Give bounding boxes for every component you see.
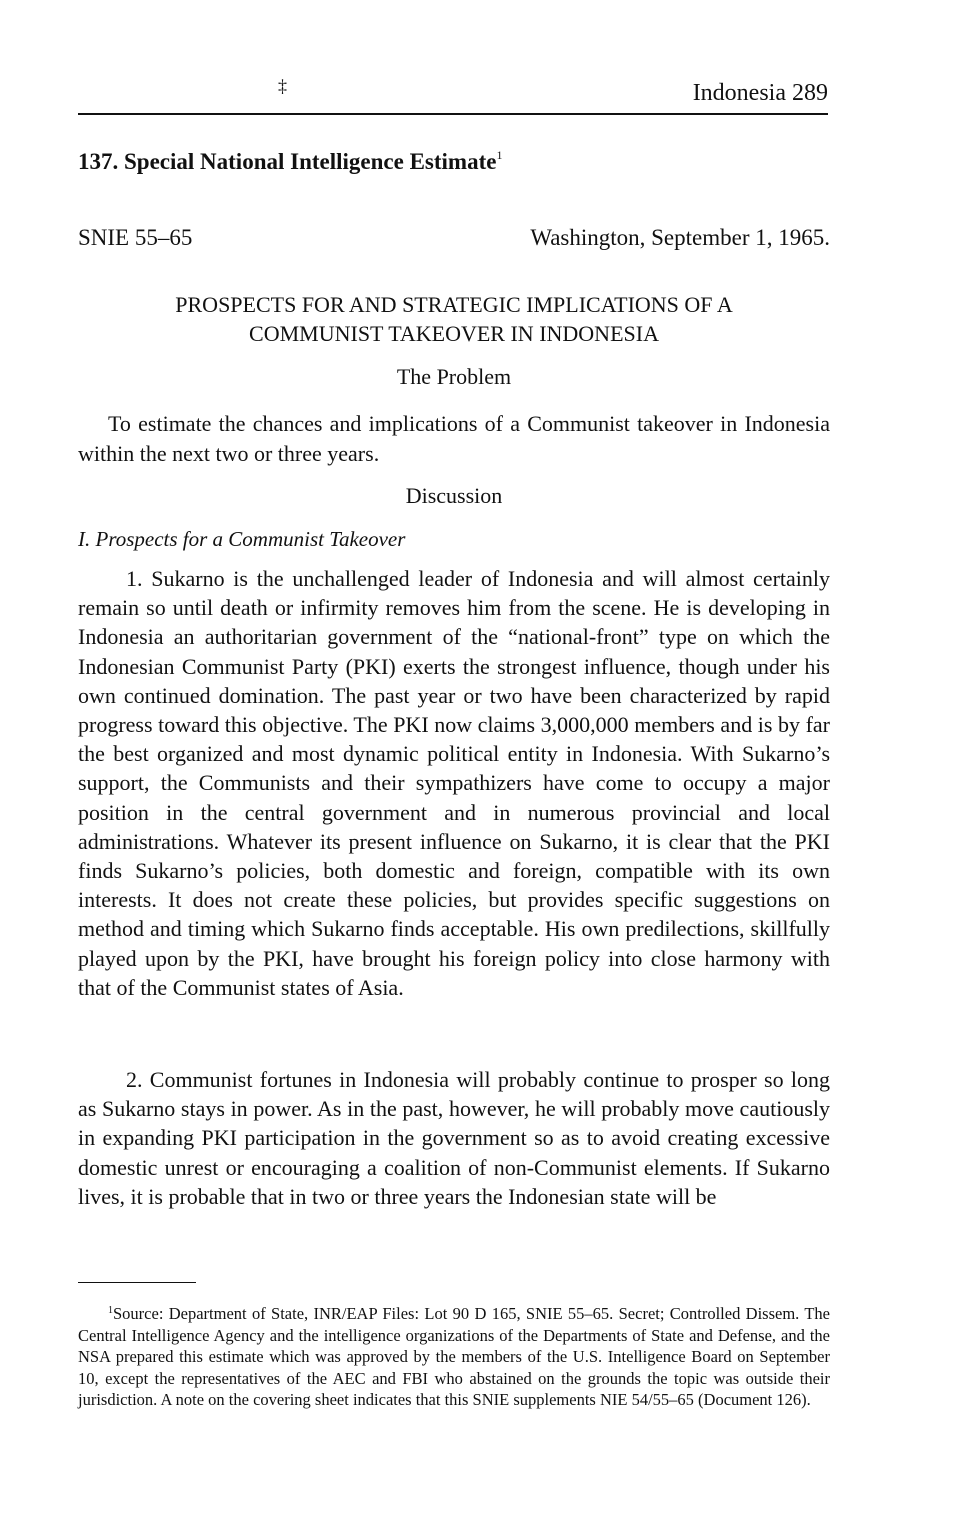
- estimate-title-line-2: COMMUNIST TAKEOVER IN INDONESIA: [249, 321, 659, 346]
- running-title: Indonesia 289: [692, 80, 828, 106]
- header-rule: [78, 113, 828, 115]
- footnote-marker: 1: [108, 1305, 113, 1316]
- paragraph-1: 1. Sukarno is the unchallenged leader of Indonesia and will almost certainly remain so until death or infirmity removes him from the scene. He is developing in Indonesia an authoritarian government of the “national-front” type on which the Indonesian Communist Party (PKI) exerts the strongest influence, though under his own continued domination. The past year or two have been characterized by rapid progress toward this objective. The PKI now claims 3,000,000 members and is by far the best organized and most dynamic political entity in Indonesia. With Sukarno’s support, the Communists and their sympathizers have come to occupy a major position in the central government and in numerous provincial and local administrations. Whatever its present influence on Sukarno, it is clear that the PKI finds Sukarno’s policies, both domestic and foreign, compatible with its own interests. It does not create these policies, but provides specific suggestions on method and timing which Sukarno finds acceptable. His own predilections, skillfully played upon by the PKI, have brought his foreign policy into close harmony with that of the Communist states of Asia.: [78, 566, 830, 1000]
- document-number-title: 137. Special National Intelligence Estimate: [78, 149, 497, 174]
- footnote: [78, 1300, 830, 1411]
- paragraph-2: 2. Communist fortunes in Indonesia will probably continue to prosper so long as Sukarno stays in power. As in the past, however, he will probably move cautiously in expanding PKI participation in the government so as to avoid creating excessive domestic unrest or encouraging a coalition of non-Communist elements. If Sukarno lives, it is probable that in two or three years the Indonesian state will be: [78, 1067, 830, 1209]
- document-meta: [78, 225, 830, 251]
- place-date: Washington, September 1, 1965.: [530, 225, 830, 250]
- document-serial: SNIE 55–65: [78, 225, 193, 250]
- document-heading: [78, 148, 502, 175]
- footnote-reference: 1: [496, 148, 503, 162]
- discussion-heading: Discussion: [405, 483, 503, 508]
- running-head: [78, 76, 830, 110]
- section-heading: I. Prospects for a Communist Takeover: [78, 527, 406, 551]
- problem-text: To estimate the chances and implications of a Communist takeover in Indonesia within the next two or three years.: [78, 411, 830, 466]
- footnote-rule: [78, 1282, 196, 1283]
- estimate-title: [78, 290, 830, 348]
- estimate-title-line-1: PROSPECTS FOR AND STRATEGIC IMPLICATIONS OF A: [175, 292, 733, 317]
- problem-heading: The Problem: [396, 364, 512, 389]
- page-mark: ‡: [278, 76, 287, 96]
- footnote-text: Source: Department of State, INR/EAP Files: Lot 90 D 165, SNIE 55–65. Secret; Controlled Dissem. The Central Intelligence Agency and the intelligence organizations of the Departments of State and Defense, and the NSA prepared this estimate which was approved by the members of the U.S. Intelligence Board on September 10, except the representatives of the AEC and FBI who abstained on the grounds the topic was outside their jurisdiction. A note on the covering sheet indicates that this SNIE supplements NIE 54/55–65 (Document 126).: [78, 1304, 830, 1410]
